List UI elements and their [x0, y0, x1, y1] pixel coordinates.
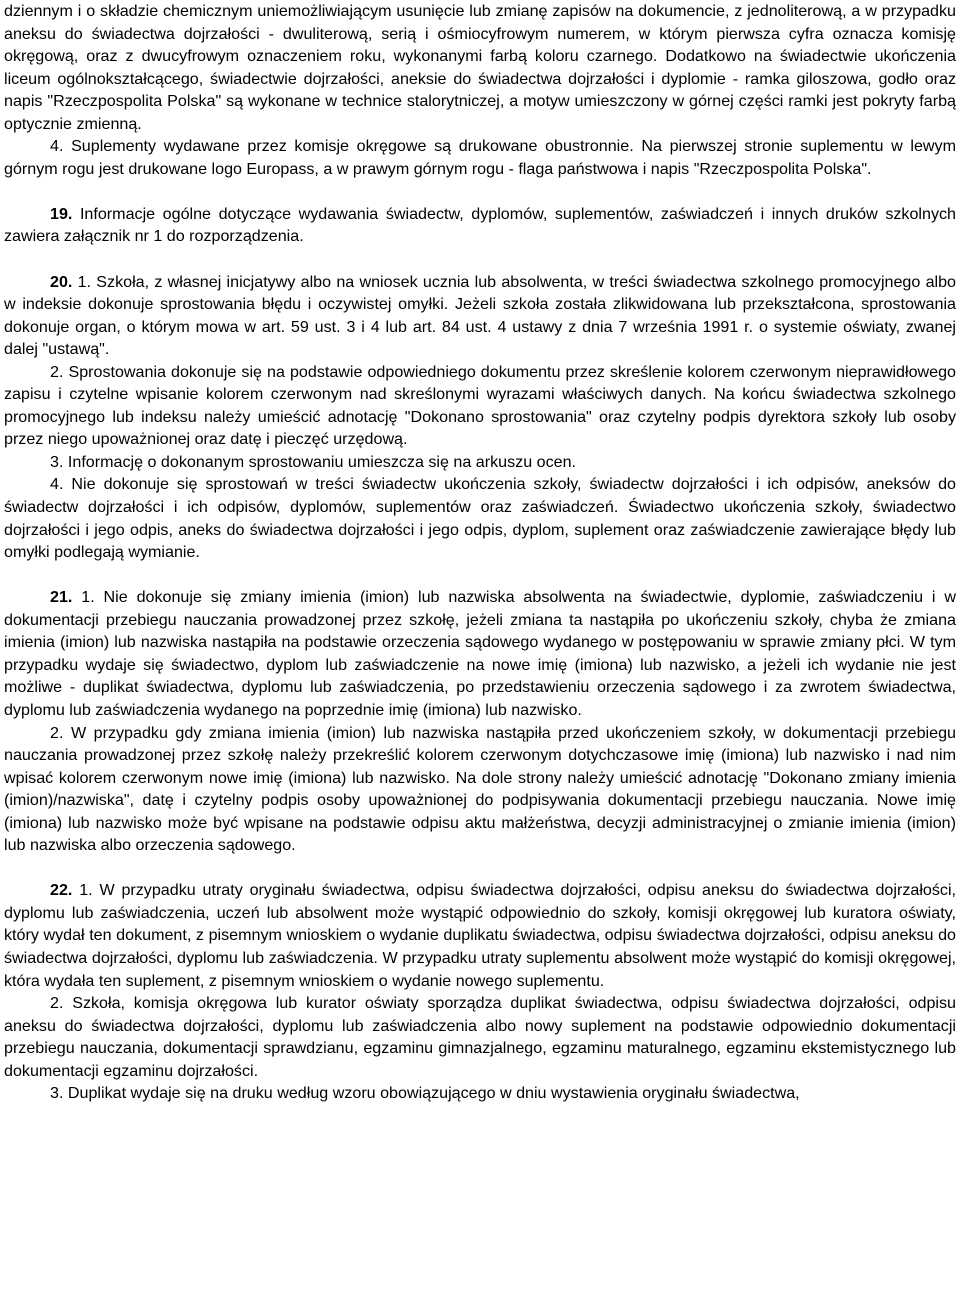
section-21-point-1	[4, 586, 956, 721]
section-number-20: 20.	[50, 272, 73, 291]
paragraph-gap	[4, 564, 956, 587]
paragraph-gap	[4, 248, 956, 271]
section-22-point-3: 3. Duplikat wydaje się na druku według wzoru obowiązującego w dniu wystawienia oryginału świadectwa,	[50, 1084, 800, 1103]
section-19	[4, 203, 956, 248]
section-22-point-2: 2. Szkoła, komisja okręgowa lub kurator oświaty sporządza duplikat świadectwa, odpisu świadectwa dojrzałości, odpisu aneksu do świadectwa dojrzałości, dyplomu lub zaświadczenia albo nowy suplement na podstawie odpowiednio dokumentacji przebiegu nauczania, dokumentacji sprawdzianu, egzaminu gimnazjalnego, egzaminu maturalnego, egzaminu ekstemistycznego lub dokumentacji egzaminu dojrzałości.	[4, 994, 956, 1080]
section-21-point-1-text: 1. Nie dokonuje się zmiany imienia (imion) lub nazwiska absolwenta na świadectwie, dyplomie, zaświadczeniu i w dokumentacji przebiegu nauczania prowadzonej przez szkołę, jeżeli zmiana ta nastąpiła po ukończeniu szkoły, chyba że zmiana imienia (imion) lub nazwiska nastąpiła na podstawie orzeczenia sądowego wydanego w postępowaniu w sprawie zmiany płci. W tym przypadku wydaje się świadectwo, dyplom lub zaświadczenie na nowe imię (imiona) lub nazwisko, a jeżeli ich wydanie nie jest możliwe - duplikat świadectwa, dyplomu lub zaświadczenia, po przedstawieniu orzeczenia sądowego i za zwrotem świadectwa, dyplomu lub zaświadczenia wydanego na poprzednie imię (imiona) lub nazwisko.	[4, 588, 956, 719]
section-20-point-3: 3. Informację o dokonanym sprostowaniu umieszcza się na arkuszu ocen.	[50, 452, 576, 471]
section-22-point-1-text: 1. W przypadku utraty oryginału świadectwa, odpisu świadectwa dojrzałości, odpisu aneksu do świadectwa dojrzałości, dyplomu lub zaświadczenia, uczeń lub absolwent może wystąpić odpowiednio do szkoły, komisji okręgowej lub kuratora oświaty, który wydał ten dokument, z pisemnym wnioskiem o wydanie duplikatu świadectwa, odpisu świadectwa dojrzałości, odpisu aneksu do świadectwa dojrzałości, dyplomu lub zaświadczenia. W przypadku utraty suplementu absolwent może wystąpić do komisji okręgowej, która wydała ten suplement, z pisemnym wnioskiem o wydanie nowego suplementu.	[4, 881, 956, 990]
section-number-21: 21.	[50, 588, 73, 607]
section-number-19: 19.	[50, 204, 73, 223]
section-22-point-1	[4, 879, 956, 992]
paragraph-gap	[4, 857, 956, 880]
section-number-22: 22.	[50, 881, 73, 900]
section-20-point-1	[4, 271, 956, 361]
paragraph-18-point-4: 4. Suplementy wydawane przez komisje okręgowe są drukowane obustronnie. Na pierwszej stronie suplementu w lewym górnym rogu jest drukowane logo Europass, a w prawym górnym rogu - flaga państwowa i napis "Rzeczpospolita Polska".	[4, 137, 956, 178]
section-19-text: Informacje ogólne dotyczące wydawania świadectw, dyplomów, suplementów, zaświadczeń i innych druków szkolnych zawiera załącznik nr 1 do rozporządzenia.	[4, 204, 956, 246]
section-21-point-2: 2. W przypadku gdy zmiana imienia (imion) lub nazwiska nastąpiła przed ukończeniem szkoły, w dokumentacji przebiegu nauczania prowadzonej przez szkołę należy przekreślić kolorem czerwonym dotychczasowe imię (imiona) lub nazwisko i nad nim wpisać kolorem czerwonym nowe imię (imiona) lub nazwisko. Na dole strony należy umieścić adnotację "Dokonano zmiany imienia (imion)/nazwiska", datę i czytelny podpis osoby upoważnionej do podpisywania dokumentacji przebiegu nauczania. Nowe imię (imiona) lub nazwisko może być wpisane na podstawie odpisu aktu małżeństwa, decyzji administracyjnej o zmianie imienia (imion) lub nazwiska albo orzeczenia sądowego.	[4, 723, 956, 855]
section-20-point-2: 2. Sprostowania dokonuje się na podstawie odpowiedniego dokumentu przez skreślenie kolorem czerwonym nieprawidłowego zapisu i czytelne wpisanie kolorem czerwonym nad skreślonymi wyrazami właściwych danych. Na końcu świadectwa szkolnego promocyjnego lub indeksu należy umieścić adnotację "Dokonano sprostowania" oraz czytelny podpis dyrektora szkoły lub osoby przez niego upoważnionej oraz datę i pieczęć urzędową.	[4, 362, 956, 449]
paragraph-gap	[4, 180, 956, 203]
paragraph-18-continuation: dziennym i o składzie chemicznym uniemożliwiającym usunięcie lub zmianę zapisów na dokumencie, z jednoliterową, a w przypadku aneksu do świadectwa dojrzałości - dwuliterową, serią i ośmiocyfrowym numerem, w którym pierwsza cyfra oznacza komisję okręgową, oraz z dwucyfrowym oznaczeniem roku, wykonanymi farbą koloru czarnego. Dodatkowo na świadectwie ukończenia liceum ogólnokształcącego, świadectwie dojrzałości, aneksie do świadectwa dojrzałości i dyplomie - ramka giloszowa, godło oraz napis "Rzeczpospolita Polska" są wykonane w technice stalorytniczej, a motyw umieszczony w górnej części ramki jest pokryty farbą optycznie zmienną.	[4, 2, 956, 133]
section-20-point-1-text: 1. Szkoła, z własnej inicjatywy albo na wniosek ucznia lub absolwenta, w treści świadectwa szkolnego promocyjnego albo w indeksie dokonuje sprostowania błędu i oczywistej omyłki. Jeżeli szkoła została zlikwidowana lub przekształcona, sprostowania dokonuje organ, o którym mowa w art. 59 ust. 3 i 4 lub art. 84 ust. 4 ustawy z dnia 7 września 1991 r. o systemie oświaty, zwanej dalej "ustawą".	[4, 272, 956, 359]
section-20-point-4: 4. Nie dokonuje się sprostowań w treści świadectw ukończenia szkoły, świadectw dojrzałości i ich odpisów, aneksów do świadectw dojrzałości i ich odpisów, dyplomów, suplementów oraz zaświadczeń. Świadectwo ukończenia szkoły, świadectwo dojrzałości i jego odpis, aneks do świadectwa dojrzałości i jego odpis, dyplom, suplement oraz zaświadczenie zawierające błędy lub omyłki podlegają wymianie.	[4, 475, 956, 562]
